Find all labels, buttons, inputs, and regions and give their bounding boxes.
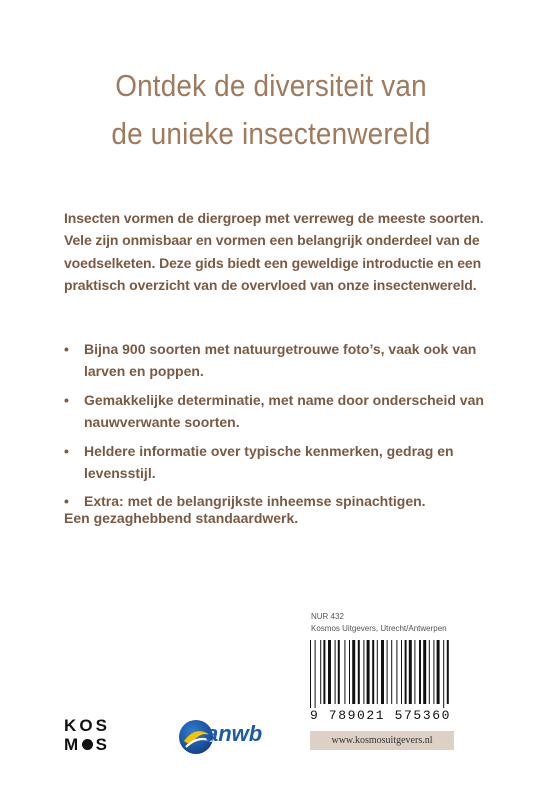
publication-meta <box>311 611 447 635</box>
barcode-bar <box>414 640 415 704</box>
kosmos-letter: S <box>95 735 108 754</box>
nur-code: NUR 432 <box>311 612 344 621</box>
feature-list <box>64 338 484 519</box>
anwb-emblem-icon <box>176 711 264 759</box>
kosmos-letter: S <box>95 716 108 735</box>
intro-text: Insecten vormen de diergroep met verreweg de meeste soorten. Vele zijn onmisbaar en vormen een belangrijk onderdeel van de voedselketen. Deze gids biedt een geweldige introductie en een praktisch overzicht van de overvloed van onze insectenwereld. <box>64 210 484 294</box>
barcode-bar <box>328 640 331 704</box>
barcode-bar <box>335 640 336 704</box>
barcode-bar <box>372 640 374 704</box>
list-item <box>64 389 484 434</box>
barcode-bar <box>429 640 430 704</box>
list-item-text: Gemakkelijke determinatie, met name door onderscheid van nauwverwante soorten. <box>84 391 484 431</box>
barcode-bar <box>401 640 402 704</box>
barcode-bar <box>352 640 355 704</box>
list-item <box>64 338 484 383</box>
barcode-bar <box>396 640 397 704</box>
barcode-bar <box>349 640 350 704</box>
isbn-number: 9 789021 575360 <box>310 708 452 723</box>
barcode-bar <box>315 640 316 708</box>
list-item-text: Heldere informatie over typische kenmerken, gedrag en levensstijl. <box>84 442 454 482</box>
barcode-bar <box>409 640 412 704</box>
barcode-bar <box>377 640 378 704</box>
barcode-bar <box>323 640 325 704</box>
kosmos-logo <box>64 716 108 756</box>
barcode-bar <box>358 640 360 704</box>
headline-line-2: de unieke insectenwereld <box>111 116 431 151</box>
barcode-bar <box>320 640 321 704</box>
barcode-bar <box>405 640 407 704</box>
barcode-bar <box>363 640 364 704</box>
barcode-bar <box>310 640 311 708</box>
barcode-bar <box>447 640 449 704</box>
bullet-icon: • <box>64 341 69 357</box>
kosmos-letter: M <box>64 735 80 754</box>
barcode-bar <box>419 640 421 704</box>
barcode-bar <box>367 640 370 704</box>
publisher-line: Kosmos Uitgevers, Utrecht/Antwerpen <box>311 624 447 633</box>
barcode-bar <box>387 640 388 704</box>
bullet-icon: • <box>64 493 69 510</box>
headline <box>27 62 515 158</box>
barcode-bars <box>307 640 454 710</box>
kosmos-letter: O <box>79 716 94 735</box>
barcode-bar <box>423 640 426 704</box>
website-url[interactable]: www.kosmosuitgevers.nl <box>310 731 454 750</box>
list-item-text: Bijna 900 soorten met natuurgetrouwe foto’s, vaak ook van larven en poppen. <box>84 341 477 380</box>
anwb-logo <box>176 711 264 759</box>
bullet-icon: • <box>64 442 69 459</box>
barcode-bar <box>338 640 340 704</box>
barcode-bar <box>344 640 345 704</box>
intro-paragraph <box>64 207 484 297</box>
anwb-wordmark: anwb <box>206 721 263 746</box>
barcode-bar <box>437 640 440 704</box>
barcode-bar <box>391 640 392 704</box>
barcode-bar <box>443 640 444 708</box>
list-item-text: Extra: met de belangrijkste inheemse spinachtigen. <box>84 493 426 510</box>
bullet-icon: • <box>64 391 69 408</box>
barcode-bar <box>433 640 434 704</box>
headline-line-1: Ontdek de diversiteit van <box>115 68 427 103</box>
barcode-bar <box>381 640 384 704</box>
kosmos-dot-icon <box>82 739 93 750</box>
closing-line: Een gezaghebbend standaardwerk. <box>64 510 299 526</box>
list-item <box>64 440 484 485</box>
kosmos-letter: K <box>64 716 78 735</box>
